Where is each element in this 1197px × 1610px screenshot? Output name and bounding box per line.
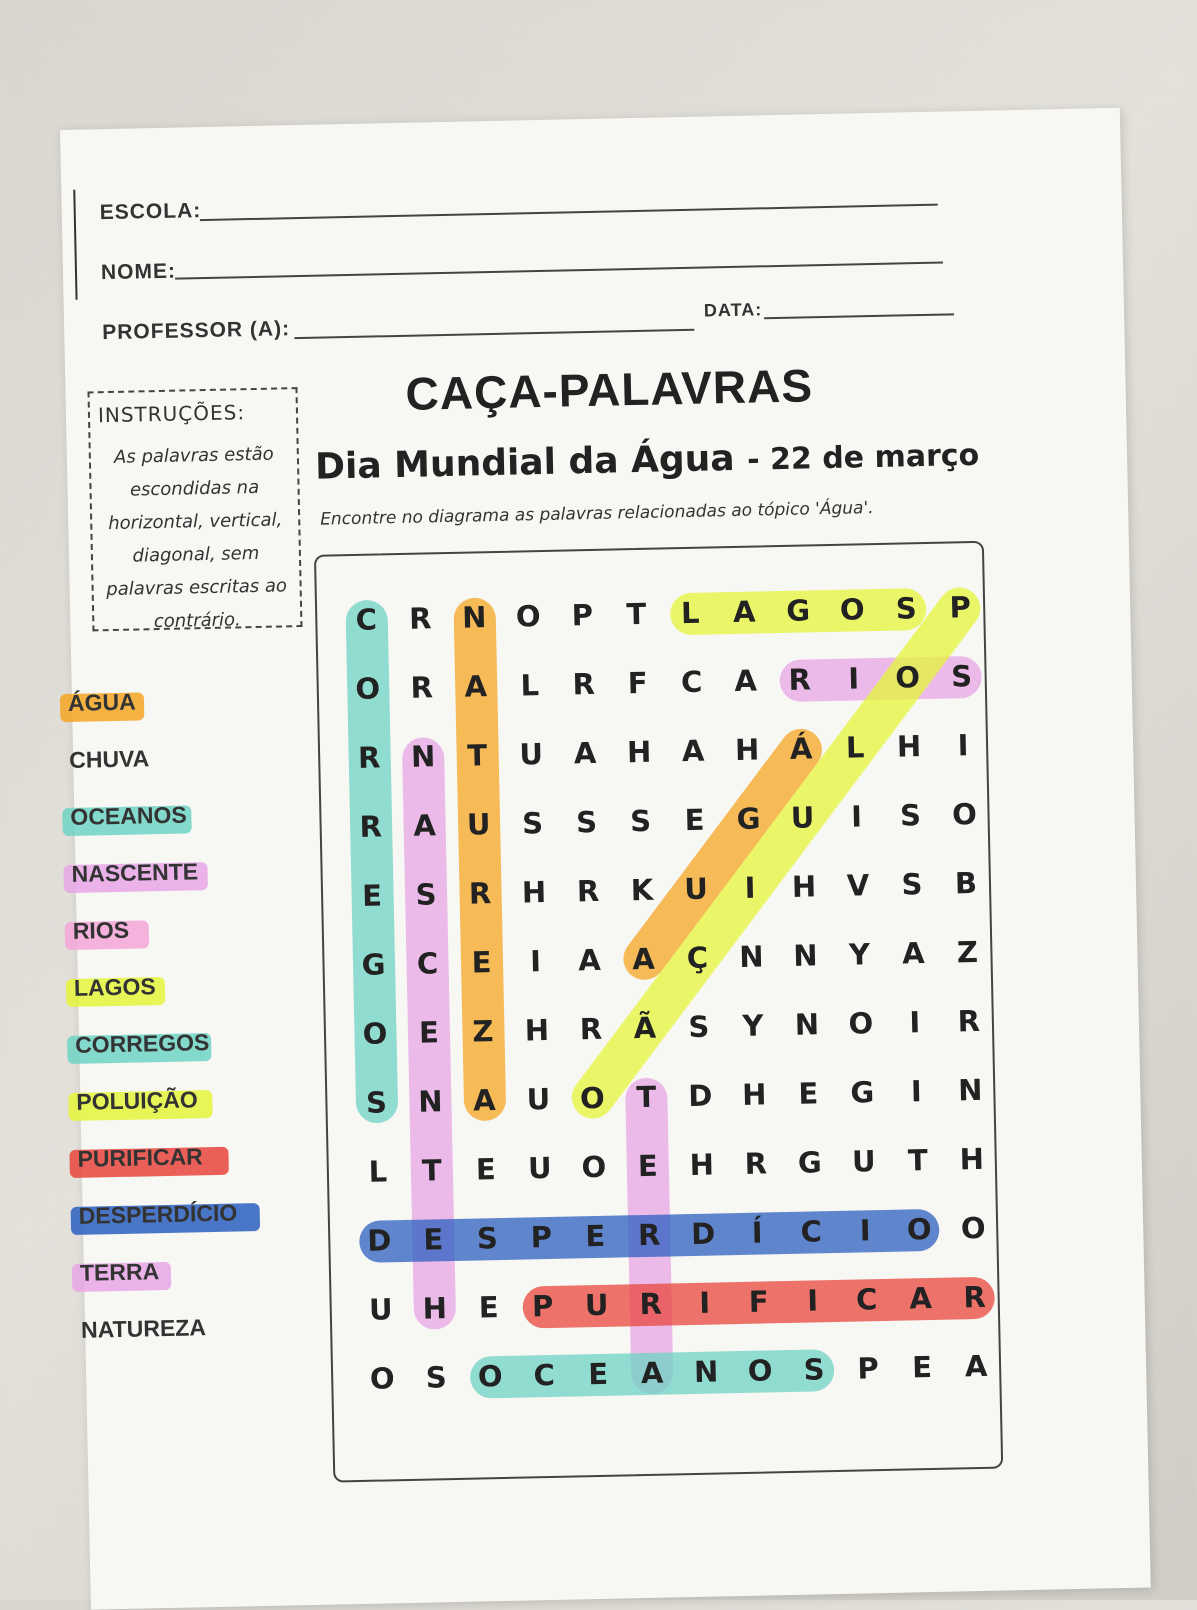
nome-label: NOME: [100, 259, 177, 285]
word-list-item [63, 857, 239, 918]
grid-cell[interactable]: E [587, 1356, 609, 1392]
grid-cell[interactable]: U [368, 1292, 393, 1327]
margin-line [73, 190, 77, 300]
page-subtitle [315, 433, 980, 488]
grid-cell[interactable]: H [791, 869, 817, 904]
grid-cell[interactable]: O [369, 1361, 395, 1396]
grid-cell[interactable]: S [895, 591, 917, 626]
grid-cell[interactable]: H [959, 1141, 985, 1177]
grid-cell[interactable]: S [803, 1352, 825, 1387]
grid-cell[interactable]: R [963, 1279, 987, 1315]
grid-cell[interactable]: R [572, 666, 596, 702]
word-list-label: CHUVA [68, 745, 150, 773]
grid-cell[interactable]: O [362, 1016, 388, 1051]
grid-cell[interactable]: U [683, 871, 709, 907]
grid-cell[interactable]: K [630, 872, 654, 908]
grid-cell[interactable]: S [425, 1360, 447, 1395]
grid-cell[interactable]: I [957, 728, 969, 763]
grid-cell[interactable]: B [954, 865, 978, 901]
word-list-item [68, 1085, 244, 1146]
grid-cell[interactable]: S [901, 867, 923, 902]
grid-cell[interactable]: D [687, 1078, 713, 1114]
grid-cell[interactable]: A [413, 808, 437, 843]
grid-cell[interactable]: S [899, 798, 922, 833]
grid-cell[interactable]: N [417, 1084, 443, 1119]
grid-cell[interactable]: A [631, 941, 656, 977]
grid-cell[interactable]: H [896, 729, 922, 764]
grid-cell[interactable]: Z [956, 934, 979, 970]
grid-cell[interactable]: C [800, 1214, 823, 1249]
grid-cell[interactable]: C [855, 1282, 878, 1317]
grid-cell[interactable]: H [689, 1147, 715, 1183]
word-list-label: LAGOS [73, 973, 157, 1001]
grid-cell[interactable]: N [794, 1007, 820, 1042]
grid-cell[interactable]: U [466, 807, 491, 842]
grid-cell[interactable]: P [530, 1219, 553, 1255]
grid-cell[interactable]: I [698, 1285, 711, 1320]
grid-cell[interactable]: O [515, 599, 541, 634]
instructions-text: As palavras estão escondidas na horizontal, vertical, diagonal, sem palavras escritas ao contrário. [106, 443, 288, 633]
grid-cell[interactable]: R [408, 601, 432, 636]
grid-cell[interactable]: A [464, 669, 488, 704]
grid-cell[interactable]: O [477, 1359, 503, 1394]
grid-cell[interactable]: E [423, 1222, 444, 1257]
grid-cell[interactable]: A [909, 1281, 933, 1316]
grid-cell[interactable]: R [744, 1146, 768, 1181]
grid-cell[interactable]: L [368, 1154, 388, 1189]
grid-cell[interactable]: T [636, 1079, 657, 1115]
word-search-grid-box [314, 541, 1003, 1483]
word-list-item [60, 686, 236, 747]
highlight-layer [316, 543, 982, 557]
grid-cell[interactable]: H [521, 874, 547, 910]
grid-cell[interactable]: A [734, 663, 758, 698]
word-list-label: NATUREZA [80, 1314, 207, 1343]
word-list-label: ÁGUA [67, 688, 136, 716]
word-list-label: TERRA [79, 1258, 160, 1286]
grid-cell[interactable]: P [531, 1288, 554, 1324]
grid-cell[interactable]: G [361, 947, 386, 982]
grid-cell[interactable]: I [529, 944, 542, 979]
grid-cell[interactable]: I [744, 870, 756, 905]
grid-cell[interactable]: T [907, 1143, 929, 1178]
grid-cell[interactable]: C [680, 664, 703, 700]
grid-cell[interactable]: C [533, 1357, 556, 1393]
grid-cell[interactable]: I [910, 1074, 923, 1109]
grid-cell[interactable]: L [680, 595, 700, 631]
grid-cell[interactable]: Y [848, 937, 871, 972]
grid-cell[interactable]: E [361, 878, 383, 913]
grid-cell[interactable]: I [847, 661, 860, 696]
grid-cell[interactable]: C [355, 602, 378, 637]
grid-cell[interactable]: N [738, 939, 764, 974]
word-list-item [70, 1199, 246, 1260]
grid-cell[interactable]: D [366, 1223, 392, 1258]
grid-cell[interactable]: S [521, 806, 544, 841]
grid-cell[interactable]: A [964, 1348, 988, 1384]
word-search-grid [339, 573, 1004, 1414]
grid-cell[interactable]: H [626, 734, 652, 770]
grid-cell[interactable]: O [579, 1080, 606, 1116]
grid-cell[interactable]: S [950, 659, 973, 694]
grid-cell[interactable]: N [410, 739, 436, 774]
grid-cell[interactable]: H [734, 732, 760, 767]
grid-cell[interactable]: E [911, 1350, 933, 1385]
grid-cell[interactable]: E [684, 802, 705, 838]
grid-cell[interactable]: Ç [686, 940, 709, 976]
word-list-item [69, 1142, 245, 1203]
grid-cell[interactable]: O [848, 1006, 874, 1041]
word-list-label: POLUIÇÃO [76, 1086, 198, 1115]
grid-cell[interactable]: O [960, 1210, 986, 1246]
grid-cell[interactable]: I [909, 1005, 921, 1040]
worksheet [60, 108, 1151, 1610]
grid-cell[interactable]: O [581, 1149, 607, 1185]
grid-cell[interactable]: U [584, 1287, 609, 1323]
escola-label: ESCOLA: [99, 199, 202, 225]
grid-cell[interactable]: D [690, 1216, 716, 1252]
grid-cell[interactable]: I [859, 1213, 871, 1248]
grid-cell[interactable]: O [839, 592, 865, 627]
grid-cell[interactable]: R [639, 1286, 663, 1322]
grid-cell[interactable]: N [792, 938, 818, 973]
grid-cell[interactable]: S [476, 1221, 499, 1256]
grid-cell[interactable]: E [478, 1290, 500, 1325]
subtitle-main: Dia Mundial da Água [314, 437, 736, 488]
grid-cell[interactable]: P [949, 590, 972, 625]
grid-cell[interactable]: R [576, 873, 600, 909]
grid-cell[interactable]: G [850, 1075, 875, 1110]
grid-cell[interactable]: R [410, 670, 434, 705]
grid-cell[interactable]: G [797, 1145, 823, 1180]
professor-label: PROFESSOR (A): [102, 317, 291, 345]
word-list-item [73, 1313, 249, 1374]
grid-cell[interactable]: A [640, 1355, 664, 1391]
grid-cell[interactable]: S [415, 877, 437, 912]
grid-cell[interactable]: Í [751, 1215, 763, 1250]
word-list-item [65, 914, 241, 975]
grid-cell[interactable]: O [355, 671, 381, 706]
grid-cell[interactable]: R [637, 1217, 661, 1253]
grid-cell[interactable]: S [629, 803, 652, 839]
grid-cell[interactable]: U [851, 1144, 876, 1179]
subtitle-date: - 22 de março [746, 437, 980, 478]
professor-field[interactable] [294, 329, 694, 339]
grid-cell[interactable]: Y [742, 1008, 764, 1043]
grid-cell[interactable]: A [901, 936, 926, 971]
grid-cell[interactable]: Á [789, 731, 813, 766]
grid-cell[interactable]: O [906, 1211, 932, 1247]
grid-cell[interactable]: G [736, 801, 761, 836]
word-list-label: OCEANOS [70, 801, 187, 830]
grid-cell[interactable]: V [846, 868, 870, 903]
grid-cell[interactable]: E [471, 945, 492, 980]
grid-cell[interactable]: U [526, 1081, 551, 1117]
grid-cell[interactable]: F [627, 665, 648, 701]
grid-cell[interactable]: T [466, 738, 488, 773]
instructions-box [87, 387, 302, 631]
word-list-item [61, 743, 237, 804]
grid-cell[interactable]: O [747, 1353, 773, 1388]
grid-cell[interactable]: C [416, 946, 439, 981]
grid-cell[interactable]: A [577, 942, 602, 978]
word-list [60, 686, 249, 1374]
grid-cell[interactable]: R [357, 740, 381, 775]
word-list-label: NASCENTE [71, 858, 199, 887]
directive-text: Encontre no diagrama as palavras relacionadas ao tópico 'Água'. [320, 498, 874, 530]
grid-cell[interactable]: S [688, 1009, 710, 1045]
word-list-label: DESPERDÍCIO [78, 1199, 238, 1229]
grid-cell[interactable]: T [421, 1153, 443, 1188]
data-label: DATA: [703, 299, 763, 321]
escola-field[interactable] [200, 204, 938, 221]
grid-cell[interactable]: H [422, 1291, 448, 1326]
grid-cell[interactable]: I [850, 799, 863, 834]
grid-cell[interactable]: O [951, 796, 978, 832]
grid-cell[interactable]: R [359, 809, 383, 844]
grid-cell[interactable]: P [571, 597, 594, 633]
grid-cell[interactable]: Z [472, 1014, 494, 1049]
word-list-item [66, 971, 242, 1032]
grid-cell[interactable]: N [461, 600, 487, 635]
grid-cell[interactable]: R [468, 876, 492, 911]
nome-field[interactable] [175, 262, 943, 280]
grid-cell[interactable]: N [957, 1072, 983, 1108]
word-list-item [67, 1028, 243, 1089]
word-list-label: PURIFICAR [77, 1143, 204, 1172]
grid-cell[interactable]: H [524, 1012, 550, 1048]
grid-cell[interactable]: F [748, 1284, 769, 1319]
grid-cell[interactable]: R [788, 662, 812, 697]
page-title: CAÇA-PALAVRAS [405, 359, 814, 420]
grid-cell[interactable]: U [527, 1150, 552, 1186]
grid-cell[interactable]: O [894, 660, 921, 695]
grid-cell[interactable]: S [365, 1085, 388, 1120]
grid-cell[interactable]: E [418, 1015, 440, 1050]
grid-cell[interactable]: R [957, 1003, 981, 1039]
grid-cell[interactable]: E [637, 1148, 659, 1184]
word-list-item [72, 1256, 248, 1317]
data-field[interactable] [764, 313, 954, 319]
grid-cell[interactable]: E [798, 1076, 819, 1111]
grid-cell[interactable]: A [681, 733, 705, 769]
grid-cell[interactable]: P [857, 1351, 880, 1386]
grid-cell[interactable]: L [845, 730, 865, 765]
grid-cell[interactable]: N [693, 1354, 719, 1389]
grid-cell[interactable]: T [626, 596, 647, 632]
grid-cell[interactable]: G [785, 593, 811, 628]
instructions-title: INSTRUÇÕES: [97, 400, 246, 428]
word-list-label: CORREGOS [74, 1029, 210, 1058]
grid-cell[interactable]: E [475, 1152, 497, 1187]
grid-cell[interactable]: I [806, 1283, 819, 1318]
grid-cell[interactable]: L [520, 668, 540, 703]
word-list-item [62, 800, 238, 861]
grid-cell[interactable]: A [573, 735, 597, 771]
grid-cell[interactable]: U [790, 800, 815, 835]
word-list-label: RIOS [72, 916, 130, 944]
grid-cell[interactable]: Ã [633, 1010, 657, 1046]
grid-cell[interactable]: H [741, 1077, 767, 1112]
grid-cell[interactable]: R [579, 1011, 603, 1047]
grid-cell[interactable]: U [519, 737, 544, 772]
grid-cell[interactable]: A [732, 594, 756, 630]
grid-cell[interactable]: S [575, 804, 598, 840]
grid-cell[interactable]: A [472, 1083, 496, 1118]
grid-cell[interactable]: E [585, 1218, 606, 1254]
